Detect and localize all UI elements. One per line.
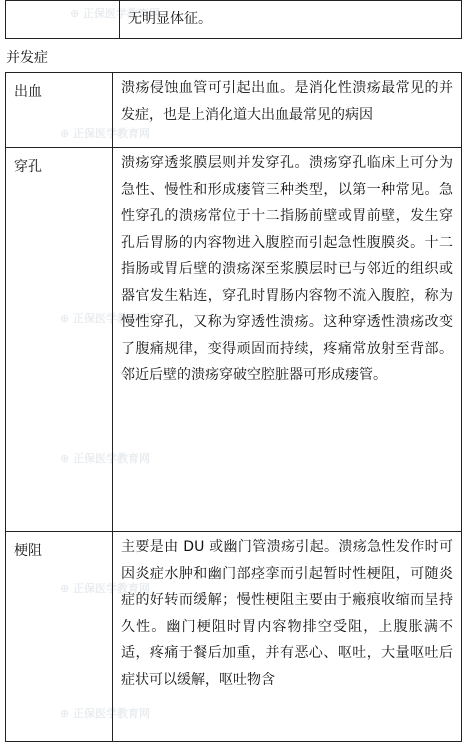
table-row [6,73,462,148]
row-label: 梗阻 [6,532,113,742]
row-text: 溃疡穿透浆膜层则并发穿孔。溃疡穿孔临床上可分为急性、慢性和形成瘘管三种类型，以第一种常见。急性穿孔的溃疡常位于十二指肠前壁或胃前壁，发生穿孔后胃肠的内容物进入腹腔而引起急性腹膜炎。十二指肠或胃后壁的溃疡深至浆膜层时已与邻近的组织或器官发生粘连，穿孔时胃肠内容物不流入腹腔，称为慢性穿孔，又称为穿透性溃疡。这种穿透性溃疡改变了腹痛规律，变得顽固而持续，疼痛常放射至背部。邻近后壁的溃疡穿破空腔脏器可形成瘘管。 [113,148,462,532]
watermark: ⊕ 正保医学教育网 [60,582,151,595]
watermark: ⊕ 正保医学教育网 [60,707,151,720]
watermark: ⊕ 正保医学教育网 [70,7,161,20]
row-label: 穿孔 [6,148,113,532]
top-table [5,0,462,39]
section-title: 并发症 [6,50,48,66]
row-text: 主要是由 DU 或幽门管溃疡引起。溃疡急性发作时可因炎症水肿和幽门部痉挛而引起暂时性梗阻，可随炎症的好转而缓解；慢性梗阻主要由于瘢痕收缩而呈持久性。幽门梗阻时胃内容物排空受阻，上腹胀满不适，疼痛于餐后加重，并有恶心、呕吐，大量呕吐后症状可以缓解，呕吐物含 [113,532,462,742]
top-row-text: 无明显体征。 [120,1,462,39]
table-row [6,532,462,742]
row-text: 溃疡侵蚀血管可引起出血。是消化性溃疡最常见的并发症，也是上消化道大出血最常见的病因 [113,73,462,148]
row-label: 出血 [6,73,113,148]
top-row-empty-cell [6,1,120,39]
watermark: ⊕ 正保医学教育网 [60,312,151,325]
complications-table [5,72,462,742]
watermark: ⊕ 正保医学教育网 [60,127,151,140]
table-row [6,148,462,532]
watermark: ⊕ 正保医学教育网 [60,452,151,465]
